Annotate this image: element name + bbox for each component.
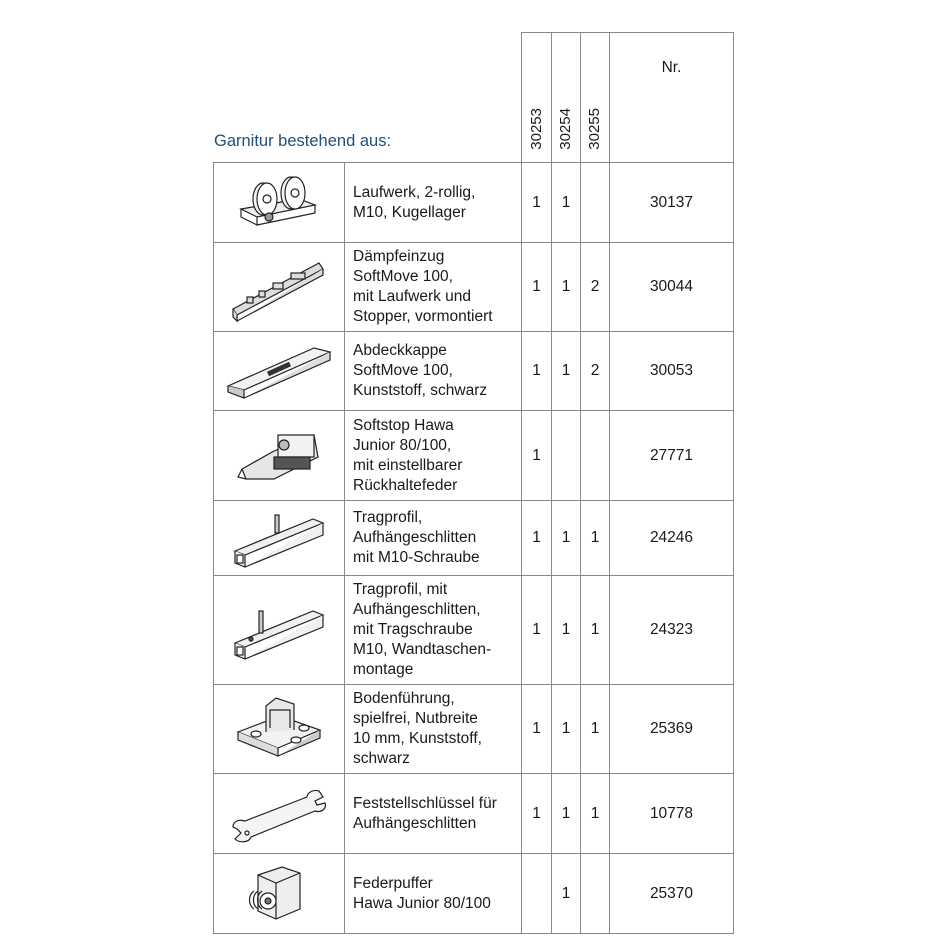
part-number: 27771: [610, 411, 734, 501]
qty-30254: [552, 411, 581, 501]
part-description: Feststellschlüssel für Aufhängeschlitten: [345, 774, 522, 854]
qty-30255: 1: [581, 774, 610, 854]
roller-carriage-icon: [229, 171, 329, 235]
part-image: [214, 332, 345, 411]
qty-30255: [581, 854, 610, 934]
wrench-icon: [227, 783, 331, 845]
part-number: 25369: [610, 685, 734, 774]
part-description: Dämpfeinzug SoftMove 100, mit Laufwerk und Stopper, vormontiert: [345, 243, 522, 332]
part-description: Tragprofil, mit Aufhängeschlitten, mit Tragschraube M10, Wandtaschen- montage: [345, 576, 522, 685]
table-row: [214, 501, 734, 576]
col-header-30254: 30254: [552, 33, 581, 163]
part-number: 10778: [610, 774, 734, 854]
col-header-30255: 30255: [581, 33, 610, 163]
qty-30253: 1: [522, 332, 552, 411]
table-row: [214, 854, 734, 934]
header-row: [214, 33, 734, 163]
part-number: 25370: [610, 854, 734, 934]
part-number: 24246: [610, 501, 734, 576]
table-row: [214, 411, 734, 501]
qty-30255: 1: [581, 576, 610, 685]
qty-30253: 1: [522, 576, 552, 685]
qty-30253: 1: [522, 411, 552, 501]
rail-bolt-icon: [229, 507, 329, 569]
qty-30254: 1: [552, 501, 581, 576]
qty-30253: 1: [522, 163, 552, 243]
qty-30253: 1: [522, 685, 552, 774]
qty-30253: 1: [522, 774, 552, 854]
qty-30255: [581, 163, 610, 243]
part-number: 30044: [610, 243, 734, 332]
part-number: 30053: [610, 332, 734, 411]
qty-30255: 1: [581, 501, 610, 576]
caption: Garnitur bestehend aus:: [214, 132, 392, 150]
part-image: [214, 163, 345, 243]
col-header-30253: 30253: [522, 33, 552, 163]
damper-icon: [227, 251, 331, 323]
qty-30254: 1: [552, 854, 581, 934]
part-number: 24323: [610, 576, 734, 685]
table-row: [214, 685, 734, 774]
table-row: [214, 163, 734, 243]
part-image: [214, 243, 345, 332]
part-description: Laufwerk, 2-rollig, M10, Kugellager: [345, 163, 522, 243]
qty-30255: [581, 411, 610, 501]
part-description: Abdeckkappe SoftMove 100, Kunststoff, schwarz: [345, 332, 522, 411]
floor-guide-icon: [234, 692, 324, 766]
part-number: 30137: [610, 163, 734, 243]
qty-30253: [522, 854, 552, 934]
rail-bolt-wall-icon: [229, 595, 329, 665]
table-row: [214, 576, 734, 685]
qty-30253: 1: [522, 501, 552, 576]
table-row: [214, 243, 734, 332]
qty-30254: 1: [552, 163, 581, 243]
cover-cap-icon: [224, 340, 334, 402]
part-description: Tragprofil, Aufhängeschlitten mit M10-Schraube: [345, 501, 522, 576]
qty-30254: 1: [552, 332, 581, 411]
qty-30254: 1: [552, 685, 581, 774]
spring-buffer-icon: [244, 861, 314, 927]
qty-30255: 2: [581, 243, 610, 332]
qty-30254: 1: [552, 243, 581, 332]
part-description: Softstop Hawa Junior 80/100, mit einstellbarer Rückhaltefeder: [345, 411, 522, 501]
qty-30253: 1: [522, 243, 552, 332]
qty-30254: 1: [552, 576, 581, 685]
part-image: [214, 774, 345, 854]
part-image: [214, 685, 345, 774]
table-row: [214, 332, 734, 411]
part-image: [214, 854, 345, 934]
qty-30255: 1: [581, 685, 610, 774]
col-header-nr: Nr.: [610, 33, 734, 163]
part-description: Federpuffer Hawa Junior 80/100: [345, 854, 522, 934]
table-row: [214, 774, 734, 854]
part-image: [214, 411, 345, 501]
softstop-icon: [234, 421, 324, 491]
part-description: Bodenführung, spielfrei, Nutbreite 10 mm, Kunststoff, schwarz: [345, 685, 522, 774]
parts-table: [213, 32, 734, 934]
qty-30254: 1: [552, 774, 581, 854]
qty-30255: 2: [581, 332, 610, 411]
part-image: [214, 576, 345, 685]
part-image: [214, 501, 345, 576]
